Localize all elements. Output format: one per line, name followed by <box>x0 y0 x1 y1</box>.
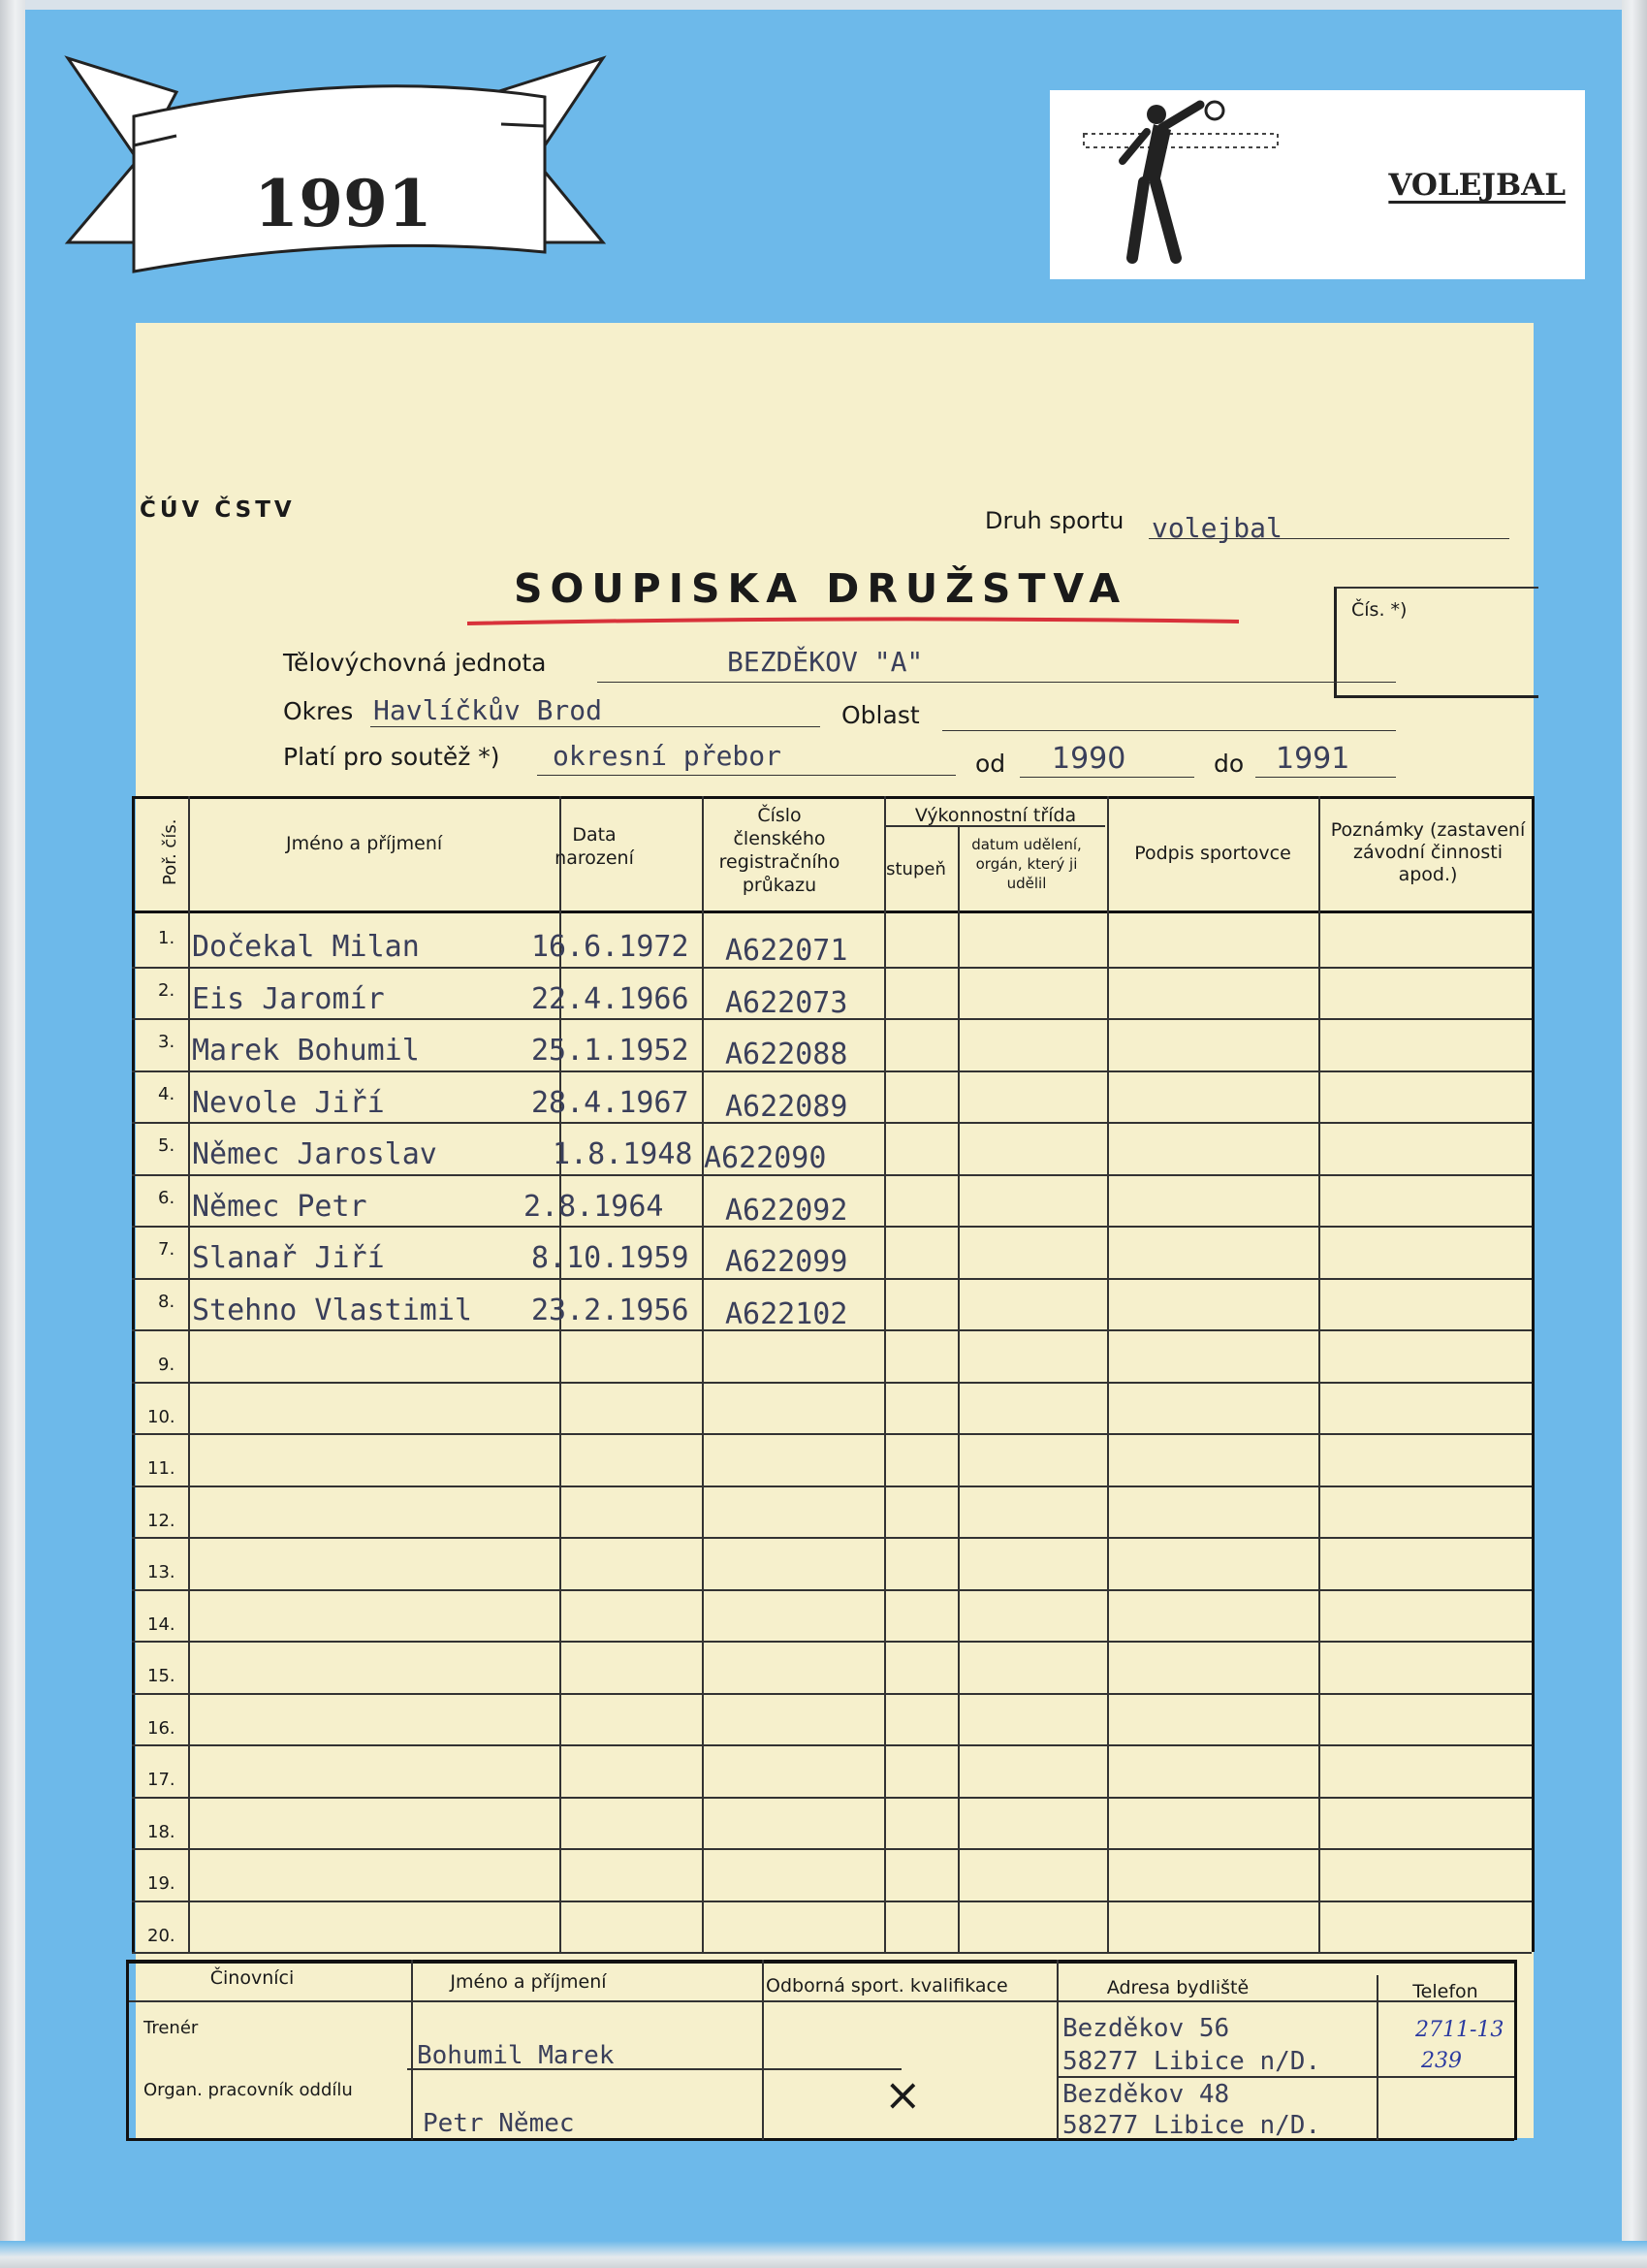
okres-value: Havlíčkův Brod <box>373 694 603 726</box>
plati-value: okresní přebor <box>553 740 782 772</box>
player-birth-date: 1.8.1948 <box>553 1137 693 1171</box>
table-row <box>136 1848 1532 1901</box>
player-card-number: A622071 <box>725 934 848 968</box>
player-birth-date: 16.6.1972 <box>531 930 689 964</box>
player-name: Dočekal Milan <box>192 930 420 964</box>
off-phone2-trainer: 239 <box>1421 2049 1462 2073</box>
off-role-trainer: Trenér <box>143 2018 199 2038</box>
table-row <box>136 967 1532 1019</box>
col-header-datum: datum udělení, orgán, který ji udělil <box>971 836 1082 892</box>
year-banner <box>60 48 611 281</box>
player-name: Němec Petr <box>192 1189 367 1224</box>
row-number: 5. <box>158 1135 175 1156</box>
number-box-label: Čís. *) <box>1351 599 1408 621</box>
table-row <box>136 1537 1532 1589</box>
oblast-label: Oblast <box>841 701 920 729</box>
player-birth-date: 8.10.1959 <box>531 1241 689 1275</box>
row-number: 12. <box>147 1510 175 1531</box>
table-row <box>136 1329 1532 1382</box>
player-card-number: A622089 <box>725 1089 848 1124</box>
volleyball-player-icon <box>1064 93 1316 277</box>
row-number: 7. <box>158 1239 175 1260</box>
player-card-number: A622088 <box>725 1038 848 1071</box>
row-number: 15. <box>147 1666 175 1686</box>
player-name: Eis Jaromír <box>192 981 385 1016</box>
player-card-number: A622090 <box>704 1141 827 1175</box>
officials-row-divider <box>407 2068 902 2070</box>
sport-field-value: volejbal <box>1152 512 1283 544</box>
player-card-number: A622073 <box>725 985 848 1020</box>
form-title: SOUPISKA DRUŽSTVA <box>514 565 1128 612</box>
player-card-number: A622092 <box>725 1193 848 1228</box>
sleeve-right-edge <box>1622 0 1647 2268</box>
row-number: 13. <box>147 1562 175 1582</box>
row-number: 8. <box>158 1291 175 1312</box>
off-name-organizer: Petr Němec <box>423 2109 575 2132</box>
table-row <box>136 1070 1532 1123</box>
player-birth-date: 22.4.1966 <box>531 981 689 1016</box>
row-divider <box>132 1952 1532 1954</box>
org-name: ČÚV ČSTV <box>140 497 296 523</box>
table-row <box>136 1744 1532 1797</box>
do-label: do <box>1214 750 1245 778</box>
row-number: 9. <box>158 1355 175 1375</box>
off-name-trainer: Bohumil Marek <box>417 2041 615 2070</box>
off-addr2-trainer: 58277 Libice n/D. <box>1062 2047 1321 2076</box>
off-role-organizer: Organ. pracovník oddílu <box>143 2080 353 2100</box>
sport-box <box>1050 90 1585 279</box>
table-row <box>136 1226 1532 1278</box>
officials-col-divider <box>126 1960 129 2140</box>
table-row <box>136 1485 1532 1538</box>
officials-col-divider <box>1514 1960 1517 2140</box>
row-number: 18. <box>147 1821 175 1842</box>
player-birth-date: 2.8.1964 <box>523 1189 664 1224</box>
off-header-kval: Odborná sport. kvalifikace <box>766 1975 1008 1996</box>
table-col-border <box>132 796 135 1952</box>
row-number: 2. <box>158 979 175 1001</box>
sleeve-top-edge <box>0 0 1647 10</box>
table-row <box>136 1122 1532 1174</box>
table-row <box>136 1433 1532 1485</box>
off-addr1-organizer: Bezděkov 48 <box>1062 2080 1230 2109</box>
officials-top-border <box>126 1960 1514 1964</box>
player-card-number: A622102 <box>725 1296 848 1331</box>
team-roster-form <box>136 323 1534 2138</box>
officials-col-divider <box>1377 1975 1378 2140</box>
off-kval-organizer: × <box>884 2068 922 2121</box>
col-header-stupen: stupeň <box>886 859 946 879</box>
player-name: Slanař Jiří <box>192 1241 385 1275</box>
sleeve-left-edge <box>0 0 25 2268</box>
row-number: 17. <box>147 1770 175 1790</box>
row-number: 10. <box>147 1406 175 1427</box>
off-addr2-organizer: 58277 Libice n/D. <box>1062 2111 1321 2136</box>
table-row <box>136 1382 1532 1434</box>
table-row <box>136 914 1532 967</box>
col-header-card: Číslo členského registračního průkazu <box>718 805 840 896</box>
banner-year: 1991 <box>254 166 432 241</box>
player-name: Marek Bohumil <box>192 1034 420 1068</box>
off-addr1-trainer: Bezděkov 56 <box>1062 2014 1230 2043</box>
table-row <box>136 1693 1532 1745</box>
table-col-border <box>1532 796 1535 1952</box>
player-name: Němec Jaroslav <box>192 1137 437 1171</box>
table-top-border <box>132 796 1532 799</box>
officials-col-divider <box>762 1960 764 2140</box>
table-row <box>136 1278 1532 1330</box>
row-number: 3. <box>158 1032 175 1052</box>
col-header-vykon: Výkonnostní třída <box>914 805 1077 826</box>
row-number: 4. <box>158 1083 175 1104</box>
od-label: od <box>975 750 1006 778</box>
table-header-bottom <box>132 910 1532 913</box>
row-number: 20. <box>147 1925 175 1946</box>
vykon-subheader-line <box>886 825 1105 827</box>
off-phone1-trainer: 2711-13 <box>1415 2018 1504 2042</box>
row-number: 6. <box>158 1187 175 1208</box>
tj-value: BEZDĚKOV "A" <box>727 646 924 678</box>
row-number: 16. <box>147 1717 175 1739</box>
officials-row-divider-right <box>1057 2076 1514 2078</box>
off-header-cinovnici: Činovníci <box>209 1967 295 1989</box>
player-birth-date: 23.2.1956 <box>531 1293 689 1327</box>
officials-col-divider <box>411 1960 413 2140</box>
off-header-name: Jméno a příjmení <box>450 1971 607 1993</box>
col-header-pozn: Poznámky (zastavení závodní činnosti apod.) <box>1330 819 1526 885</box>
player-name: Nevole Jiří <box>192 1085 385 1120</box>
off-header-telefon: Telefon <box>1412 1981 1478 2002</box>
do-value: 1991 <box>1276 742 1350 776</box>
table-row <box>136 1797 1532 1849</box>
sport-label: VOLEJBAL <box>1388 168 1566 203</box>
row-number: 1. <box>158 928 175 948</box>
od-value: 1990 <box>1052 742 1126 776</box>
table-row <box>136 1641 1532 1693</box>
plati-label: Platí pro soutěž *) <box>283 743 500 771</box>
off-header-adresa: Adresa bydliště <box>1106 1977 1250 1998</box>
table-row <box>136 1901 1532 1953</box>
col-header-por: Poř. čís. <box>160 818 180 885</box>
officials-bottom-border <box>126 2138 1514 2141</box>
player-birth-date: 28.4.1967 <box>531 1085 689 1120</box>
player-card-number: A622099 <box>725 1245 848 1279</box>
row-number: 19. <box>147 1873 175 1894</box>
okres-label: Okres <box>283 697 354 725</box>
col-header-birth: Data narození <box>554 824 634 869</box>
table-row <box>136 1589 1532 1642</box>
table-row <box>136 1174 1532 1227</box>
tj-label: Tělovýchovná jednota <box>283 649 547 677</box>
player-name: Stehno Vlastimil <box>192 1293 472 1327</box>
col-header-name: Jméno a příjmení <box>286 833 443 854</box>
row-number: 14. <box>147 1613 175 1635</box>
officials-header-bottom <box>126 2000 1514 2002</box>
table-row <box>136 1018 1532 1070</box>
roster-table <box>136 323 1534 2138</box>
player-birth-date: 25.1.1952 <box>531 1034 689 1068</box>
officials-col-divider <box>1057 1960 1059 2140</box>
sport-field-label: Druh sportu <box>985 507 1124 534</box>
sleeve-bottom-edge <box>0 2241 1647 2268</box>
row-number: 11. <box>147 1458 175 1479</box>
col-header-podpis: Podpis sportovce <box>1134 843 1291 864</box>
